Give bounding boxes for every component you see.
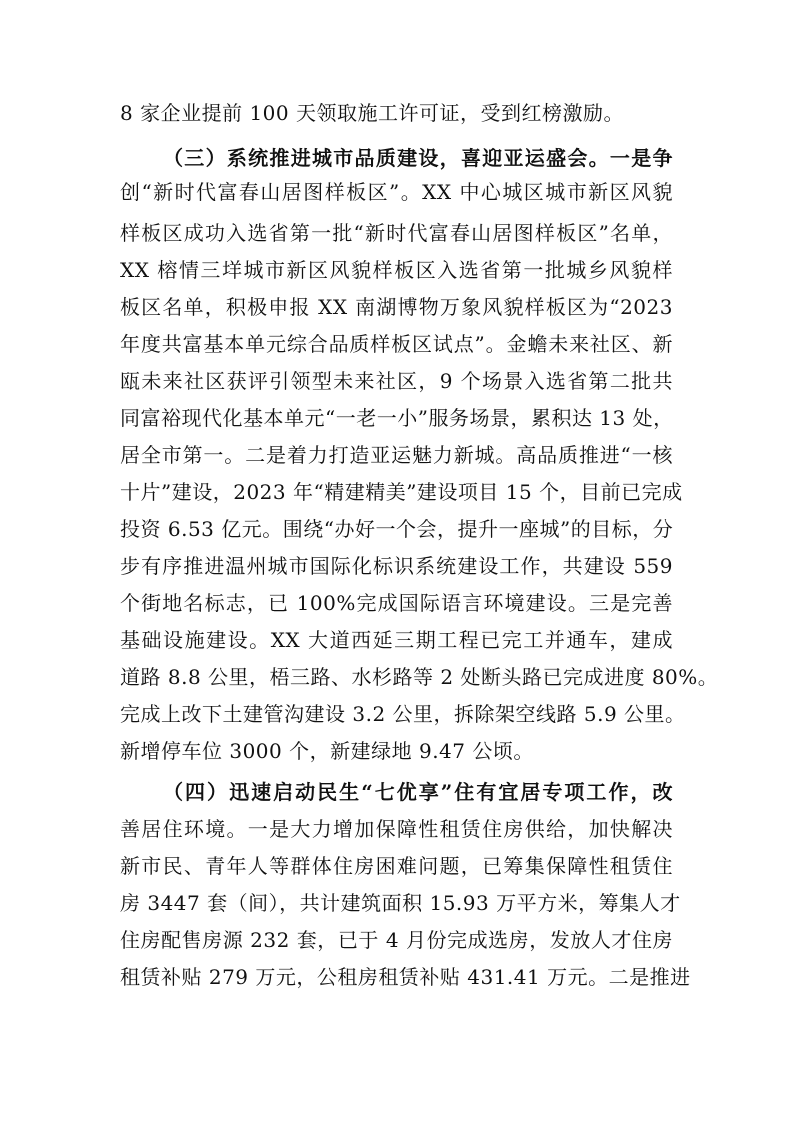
text-line: 同富裕现代化基本单元“一老一小”服务场景，累积达 13 处，: [120, 406, 674, 430]
text-line: 基础设施建设。XX 大道西延三期工程已完工并通车，建成: [120, 628, 673, 652]
text-line: 年度共富基本单元综合品质样板区试点”。金蟾未来社区、新: [120, 332, 673, 356]
text-line: 个街地名标志，已 100%完成国际语言环境建设。三是完善: [120, 591, 673, 615]
text-line: 完成上改下土建管沟建设 3.2 公里，拆除架空线路 5.9 公里。: [120, 702, 686, 726]
text-line: 步有序推进温州城市国际化标识系统建设工作，共建设 559: [120, 554, 673, 578]
text-line: 租赁补贴 279 万元，公租房租赁补贴 431.41 万元。二是推进: [120, 965, 691, 989]
text-line: 投资 6.53 亿元。围绕“办好一个会，提升一座城”的目标，分: [120, 517, 674, 541]
text-line: 创“新时代富春山居图样板区”。XX 中心城区城市新区风貌: [120, 180, 673, 204]
text-line: 善居住环境。一是大力增加保障性租赁住房供给，加快解决: [120, 817, 673, 841]
text-line: 十片”建设，2023 年“精建精美”建设项目 15 个，目前已完成: [120, 480, 683, 504]
text-line: 新增停车位 3000 个，新建绿地 9.47 公顷。: [120, 739, 534, 763]
text-line: 样板区成功入选省第一批“新时代富春山居图样板区”名单，: [120, 221, 673, 245]
section-heading-line: （三）系统推进城市品质建设，喜迎亚运盛会。一是争: [163, 146, 673, 170]
text-line: 瓯未来社区获评引领型未来社区，9 个场景入选省第二批共: [120, 369, 673, 393]
text-line: XX 榕情三垟城市新区风貌样板区入选省第一批城乡风貌样: [120, 258, 673, 282]
text-line: 居全市第一。二是着力打造亚运魅力新城。高品质推进“一核: [120, 443, 673, 467]
text-line: 板区名单，积极申报 XX 南湖博物万象风貌样板区为“2023: [120, 295, 673, 319]
text-line: 住房配售房源 232 套，已于 4 月份完成选房，发放人才住房: [120, 928, 673, 952]
section-heading-line: （四）迅速启动民生“七优享”住有宜居专项工作，改: [163, 780, 673, 804]
text-line: 8 家企业提前 100 天领取施工许可证，受到红榜激励。: [120, 101, 624, 125]
text-line: 房 3447 套（间），共计建筑面积 15.93 万平方米，筹集人才: [120, 891, 681, 915]
text-line: 道路 8.8 公里，梧三路、水杉路等 2 处断头路已完成进度 80%。: [120, 665, 719, 689]
text-line: 新市民、青年人等群体住房困难问题，已筹集保障性租赁住: [120, 854, 673, 878]
